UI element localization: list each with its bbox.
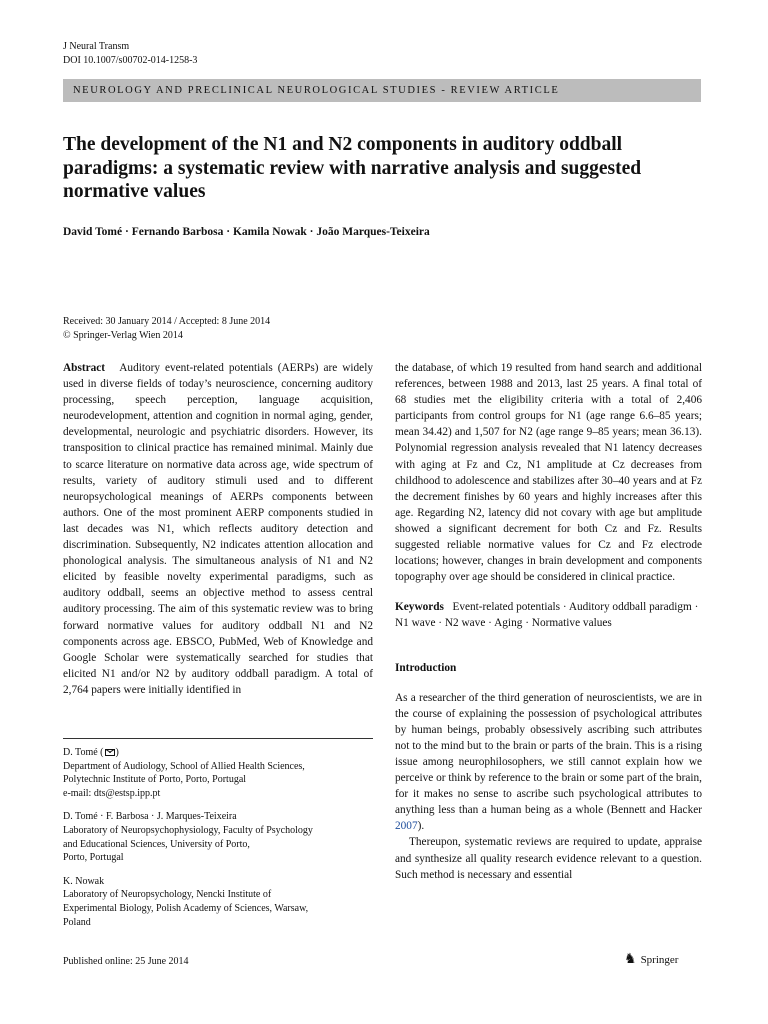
affiliation-names: D. Tomé ( )	[63, 747, 119, 758]
footnote-divider	[63, 738, 373, 739]
affiliation-line: Polytechnic Institute of Porto, Porto, Portugal	[63, 774, 247, 786]
received-accepted: Received: 30 January 2014 / Accepted: 8 June 2014	[63, 316, 271, 327]
keywords-block	[395, 599, 702, 631]
affiliation-email[interactable]: e-mail: dts@estsp.ipp.pt	[63, 787, 161, 799]
abstract-label: Abstract	[63, 362, 106, 374]
affiliations	[63, 746, 373, 939]
affiliation-line: Laboratory of Neuropsychology, Nencki Institute of	[63, 889, 272, 901]
copyright: © Springer-Verlag Wien 2014	[63, 330, 183, 341]
published-online: Published online: 25 June 2014	[63, 956, 189, 967]
article-title: The development of the N1 and N2 components in auditory oddball paradigms: a systematic review with narrative analysis and suggested normative values	[63, 134, 642, 202]
author-list: David Tomé · Fernando Barbosa · Kamila Nowak · João Marques-Teixeira	[63, 226, 430, 238]
affiliation-names: D. Tomé · F. Barbosa · J. Marques-Teixeira	[63, 811, 237, 823]
section-banner-text: NEUROLOGY AND PRECLINICAL NEUROLOGICAL STUDIES - REVIEW ARTICLE	[73, 85, 560, 96]
envelope-icon	[105, 749, 115, 756]
citation-link[interactable]: 2007	[395, 820, 418, 833]
right-column	[395, 360, 702, 883]
affiliation-line: Porto, Portugal	[63, 852, 124, 864]
affiliation-line: Laboratory of Neuropsychophysiology, Faculty of Psychology	[63, 824, 313, 836]
journal-meta	[63, 40, 197, 68]
section-banner	[63, 79, 701, 102]
affiliation-line: and Educational Sciences, University of Porto,	[63, 838, 250, 850]
introduction-p1-end: ).	[417, 820, 425, 833]
publisher-mark	[624, 953, 678, 967]
introduction-paragraph-1	[395, 690, 702, 835]
keywords-label: Keywords	[395, 601, 444, 614]
introduction-p1-text: As a researcher of the third generation of neuroscientists, we are in the course of explaining the possession of psychological attributes by human beings, probably obsessively ascribing such attributes not to the mind but to the brain or parts of the brain. This is a rising issue among neurophilosophers, we still cannot explain how we perceive or think by reference to the brain or some part of the brain, for it makes no sense to ascribe such psychological attributes to anything less than a human being as a whole (Bennett and Hacker	[395, 691, 702, 817]
affiliation-1	[63, 746, 373, 800]
affiliation-line: Poland	[63, 916, 91, 928]
journal-name: J Neural Transm	[63, 41, 130, 52]
affiliation-line: Department of Audiology, School of Allied Health Sciences,	[63, 760, 305, 772]
abstract-text-part1: Auditory event-related potentials (AERPs) are widely used in diverse fields of today’s neuroscience, concerning auditory processing, speech perception, language acquisition, neurodevelopment, attention and cognition in normal aging, gender, developmental, neurologic and psychiatric disorders. However, its transposition to clinical practice has remained minimal. Mainly due to scarce literature on normative data across age, wide spectrum of results, variety of auditory stimuli used and to different neuropsychological meanings of AERPs components between authors. One of the most prominent AERP components studied in last decades was N1, which reflects auditory detection and discrimination. Subsequently, N2 indicates attention allocation and phonological analysis. The simultaneous analysis of N1 and N2 elicited by feasible novelty experimental paradigms, such as auditory oddball, seems an objective method to assess central auditory processing. The aim of this systematic review was to bring forward normative values for auditory oddball N1 and N2 components across age. EBSCO, PubMed, Web of Knowledge and Google Scholar were systematically searched for studies that elicited N1 and/or N2 by auditory oddball paradigm. A total of 2,764 papers were initially identified in	[63, 362, 373, 696]
introduction-paragraph-2: Thereupon, systematic reviews are required to update, appraise and synthesize all quality research evidence relevant to a question. Such method is necessary and essential	[395, 836, 702, 881]
springer-knight-icon: ♞	[624, 952, 637, 967]
affiliation-3	[63, 875, 373, 929]
abstract-left-column	[63, 360, 373, 698]
affiliation-2	[63, 810, 373, 864]
affiliation-line: Experimental Biology, Polish Academy of Sciences, Warsaw,	[63, 902, 309, 914]
abstract-text-part2: the database, of which 19 resulted from hand search and additional references, between 1988 and 2013, last 25 years. A final total of 68 studies met the eligibility criteria with a total of 2,406 participants from control groups for N1 (age range 6.6–85 years; mean 34.42) and 1,507 for N2 (age range 9–85 years; mean 36.13). Polynomial regression analysis revealed that N1 latency decreases with aging at Fz and Cz, N1 amplitude at Cz decreases from childhood to adolescence and stabilizes after 30–40 years and at Fz the decrement finishes by 60 years and highly increases after this age. Regarding N2, latency did not covary with age but amplitude showed a significant decrement for both Cz and Fz. Results suggested reliable normative values for Cz and Fz electrode locations; however, changes in brain development and components topography over age should be considered in clinical practice.	[395, 362, 702, 584]
introduction-body	[395, 690, 702, 883]
affiliation-names: K. Nowak	[63, 875, 105, 887]
article-dates	[63, 315, 270, 343]
introduction-heading: Introduction	[395, 661, 457, 674]
keywords-text: Event-related potentials · Auditory oddball paradigm · N1 wave · N2 wave · Aging · Normative values	[395, 601, 699, 630]
publisher-name: Springer	[640, 954, 679, 966]
journal-doi[interactable]: DOI 10.1007/s00702-014-1258-3	[63, 55, 198, 66]
